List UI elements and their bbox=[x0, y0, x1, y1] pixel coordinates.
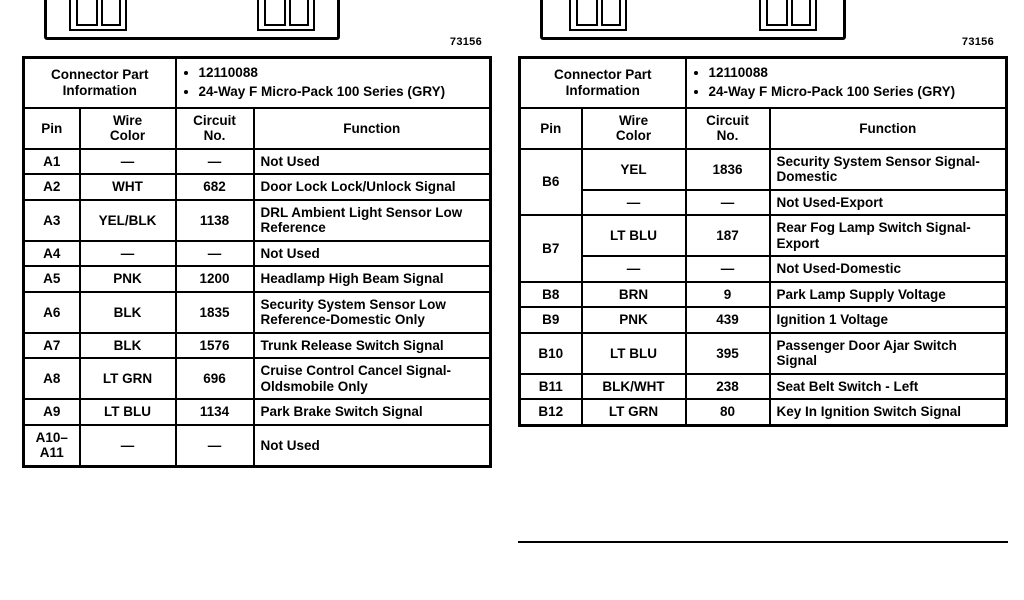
cell-circuit-no: 395 bbox=[686, 333, 770, 374]
cell-wire-color: PNK bbox=[80, 266, 176, 292]
cell-function: Not Used bbox=[254, 241, 491, 267]
cell-circuit-no: 238 bbox=[686, 374, 770, 400]
left-connector-panel bbox=[22, 0, 492, 468]
cell-function: Not Used-Domestic bbox=[770, 256, 1007, 282]
section-divider bbox=[518, 541, 1008, 543]
table-row bbox=[520, 282, 1007, 308]
cell-pin: B6 bbox=[520, 149, 582, 216]
cell-circuit-no: 1835 bbox=[176, 292, 254, 333]
table-row bbox=[520, 256, 1007, 282]
column-header-circuit-no: Circuit No. bbox=[686, 108, 770, 149]
column-header-function: Function bbox=[770, 108, 1007, 149]
table-row bbox=[520, 333, 1007, 374]
connector-part-item: • 24-Way F Micro-Pack 100 Series (GRY) bbox=[709, 84, 999, 101]
cell-circuit-no: 682 bbox=[176, 174, 254, 200]
cell-function: Rear Fog Lamp Switch Signal-Export bbox=[770, 215, 1007, 256]
table-row bbox=[520, 399, 1007, 425]
cell-circuit-no: 80 bbox=[686, 399, 770, 425]
cell-circuit-no: — bbox=[176, 241, 254, 267]
table-row bbox=[520, 190, 1007, 216]
cell-circuit-no: 1576 bbox=[176, 333, 254, 359]
cell-wire-color: LT BLU bbox=[582, 333, 686, 374]
column-header-pin: Pin bbox=[520, 108, 582, 149]
cell-circuit-no: 9 bbox=[686, 282, 770, 308]
cell-wire-color: LT GRN bbox=[582, 399, 686, 425]
cell-pin: B10 bbox=[520, 333, 582, 374]
connector-diagram-right bbox=[518, 0, 1008, 56]
cell-function: DRL Ambient Light Sensor Low Reference bbox=[254, 200, 491, 241]
connector-part-information-row bbox=[520, 58, 1007, 108]
connector-part-information-values bbox=[176, 58, 491, 108]
connector-terminal-block-icon bbox=[69, 0, 127, 31]
cell-circuit-no: 696 bbox=[176, 358, 254, 399]
cell-wire-color: YEL/BLK bbox=[80, 200, 176, 241]
cell-pin: A2 bbox=[24, 174, 80, 200]
cell-wire-color: LT BLU bbox=[80, 399, 176, 425]
column-header-pin: Pin bbox=[24, 108, 80, 149]
cell-pin: A5 bbox=[24, 266, 80, 292]
cell-wire-color: LT BLU bbox=[582, 215, 686, 256]
right-connector-panel bbox=[518, 0, 1008, 427]
cell-pin: A8 bbox=[24, 358, 80, 399]
connector-terminal-block-icon bbox=[257, 0, 315, 31]
cell-function: Security System Sensor Low Reference-Domestic Only bbox=[254, 292, 491, 333]
column-header-wire-color: Wire Color bbox=[582, 108, 686, 149]
cell-function: Headlamp High Beam Signal bbox=[254, 266, 491, 292]
cell-function: Park Brake Switch Signal bbox=[254, 399, 491, 425]
cell-wire-color: — bbox=[80, 241, 176, 267]
right-table-wrapper bbox=[518, 56, 1008, 427]
connector-terminal-block-icon bbox=[759, 0, 817, 31]
cell-pin: A1 bbox=[24, 149, 80, 175]
cell-pin: A9 bbox=[24, 399, 80, 425]
cell-circuit-no: 1836 bbox=[686, 149, 770, 190]
cell-pin: B11 bbox=[520, 374, 582, 400]
cell-circuit-no: 1134 bbox=[176, 399, 254, 425]
connector-part-information-label: Connector Part Information bbox=[520, 58, 686, 108]
drawing-code: 73156 bbox=[449, 36, 482, 48]
table-row bbox=[24, 292, 491, 333]
cell-pin: A4 bbox=[24, 241, 80, 267]
table-row bbox=[24, 266, 491, 292]
table-row bbox=[520, 215, 1007, 256]
cell-wire-color: BLK/WHT bbox=[582, 374, 686, 400]
cell-circuit-no: — bbox=[176, 425, 254, 467]
cell-circuit-no: — bbox=[686, 256, 770, 282]
connector-part-item: • 12110088 bbox=[199, 65, 483, 82]
cell-circuit-no: 1200 bbox=[176, 266, 254, 292]
cell-circuit-no: 187 bbox=[686, 215, 770, 256]
cell-pin: A10– A11 bbox=[24, 425, 80, 467]
cell-function: Not Used bbox=[254, 425, 491, 467]
cell-function: Not Used bbox=[254, 149, 491, 175]
cell-pin: B8 bbox=[520, 282, 582, 308]
table-row bbox=[24, 333, 491, 359]
table-row bbox=[520, 374, 1007, 400]
cell-wire-color: BLK bbox=[80, 333, 176, 359]
table-row bbox=[24, 399, 491, 425]
cell-wire-color: YEL bbox=[582, 149, 686, 190]
drawing-code: 73156 bbox=[961, 36, 994, 48]
cell-pin: B12 bbox=[520, 399, 582, 425]
table-row bbox=[520, 307, 1007, 333]
connector-diagram-left bbox=[22, 0, 492, 56]
connector-part-information-values bbox=[686, 58, 1007, 108]
connector-shell-icon bbox=[540, 0, 846, 40]
cell-function: Security System Sensor Signal-Domestic bbox=[770, 149, 1007, 190]
table-row bbox=[24, 149, 491, 175]
table-row bbox=[520, 149, 1007, 190]
cell-wire-color: — bbox=[80, 149, 176, 175]
column-header-wire-color: Wire Color bbox=[80, 108, 176, 149]
connector-part-item: • 12110088 bbox=[709, 65, 999, 82]
cell-pin: B9 bbox=[520, 307, 582, 333]
cell-function: Trunk Release Switch Signal bbox=[254, 333, 491, 359]
cell-function: Seat Belt Switch - Left bbox=[770, 374, 1007, 400]
cell-wire-color: WHT bbox=[80, 174, 176, 200]
cell-function: Cruise Control Cancel Signal-Oldsmobile Only bbox=[254, 358, 491, 399]
column-header-circuit-no: Circuit No. bbox=[176, 108, 254, 149]
table-row bbox=[24, 200, 491, 241]
table-row bbox=[24, 358, 491, 399]
cell-function: Ignition 1 Voltage bbox=[770, 307, 1007, 333]
cell-circuit-no: — bbox=[686, 190, 770, 216]
connector-terminal-block-icon bbox=[569, 0, 627, 31]
cell-wire-color: — bbox=[582, 256, 686, 282]
cell-circuit-no: 439 bbox=[686, 307, 770, 333]
cell-pin: B7 bbox=[520, 215, 582, 282]
table-row bbox=[24, 174, 491, 200]
cell-wire-color: — bbox=[582, 190, 686, 216]
cell-function: Door Lock Lock/Unlock Signal bbox=[254, 174, 491, 200]
cell-wire-color: LT GRN bbox=[80, 358, 176, 399]
cell-wire-color: PNK bbox=[582, 307, 686, 333]
cell-wire-color: BRN bbox=[582, 282, 686, 308]
cell-wire-color: — bbox=[80, 425, 176, 467]
right-wire-table bbox=[518, 56, 1008, 427]
cell-circuit-no: 1138 bbox=[176, 200, 254, 241]
left-wire-table bbox=[22, 56, 492, 468]
connector-part-information-row bbox=[24, 58, 491, 108]
connector-part-item: • 24-Way F Micro-Pack 100 Series (GRY) bbox=[199, 84, 483, 101]
connector-part-information-label: Connector Part Information bbox=[24, 58, 176, 108]
column-header-function: Function bbox=[254, 108, 491, 149]
cell-pin: A7 bbox=[24, 333, 80, 359]
cell-function: Passenger Door Ajar Switch Signal bbox=[770, 333, 1007, 374]
cell-function: Park Lamp Supply Voltage bbox=[770, 282, 1007, 308]
table-row bbox=[24, 425, 491, 467]
cell-circuit-no: — bbox=[176, 149, 254, 175]
connector-shell-icon bbox=[44, 0, 340, 40]
cell-function: Not Used-Export bbox=[770, 190, 1007, 216]
table-header-row bbox=[520, 108, 1007, 149]
cell-function: Key In Ignition Switch Signal bbox=[770, 399, 1007, 425]
cell-pin: A6 bbox=[24, 292, 80, 333]
table-header-row bbox=[24, 108, 491, 149]
cell-wire-color: BLK bbox=[80, 292, 176, 333]
table-row bbox=[24, 241, 491, 267]
cell-pin: A3 bbox=[24, 200, 80, 241]
left-table-wrapper bbox=[22, 56, 492, 468]
